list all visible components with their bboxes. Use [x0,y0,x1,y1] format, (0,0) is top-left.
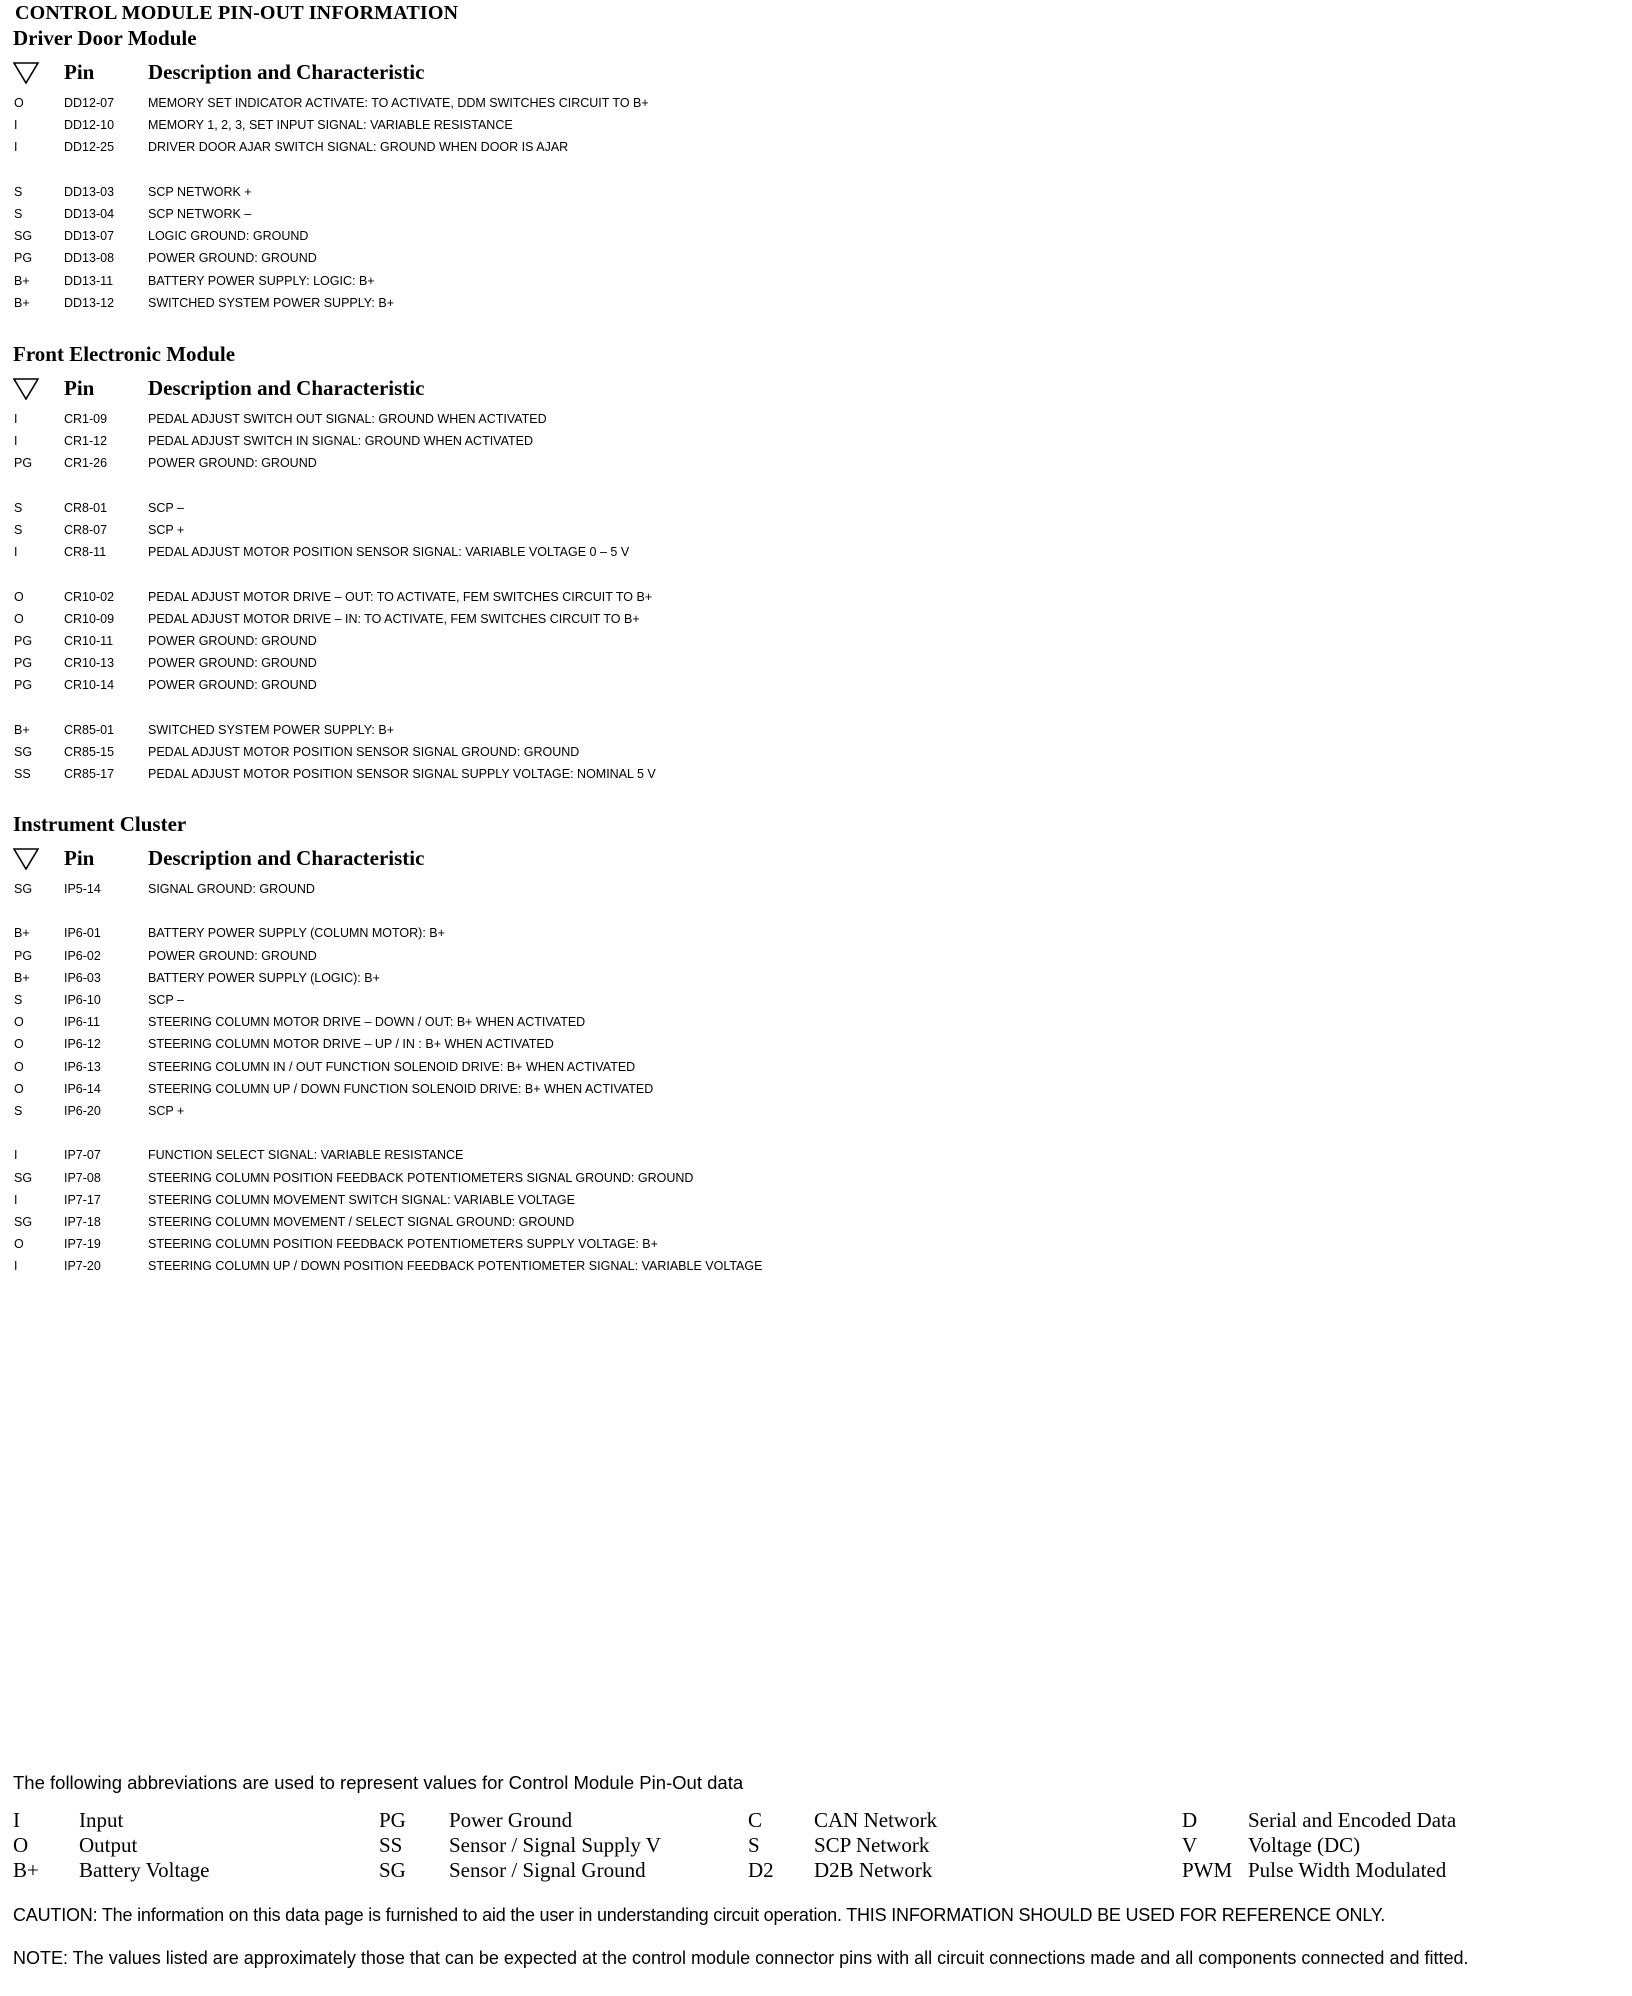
abbreviation-key: PG [379,1808,406,1832]
pin-description: BATTERY POWER SUPPLY (LOGIC): B+ [148,971,380,985]
pin-number: CR85-17 [64,767,115,781]
pin-description: PEDAL ADJUST SWITCH IN SIGNAL: GROUND WHEN ACTIVATED [148,434,534,448]
pin-number: IP6-20 [64,1104,101,1118]
section-title-driver-door-module: Driver Door Module [13,26,197,50]
pin-number: CR85-15 [64,745,115,759]
pin-number: DD13-08 [64,251,115,265]
pin-number: IP6-14 [64,1082,101,1096]
pin-type-code: SG [14,1171,33,1185]
abbreviation-key: SG [379,1858,406,1882]
pin-description: STEERING COLUMN POSITION FEEDBACK POTENTIOMETERS SIGNAL GROUND: GROUND [148,1171,694,1185]
pin-type-code: PG [14,656,33,670]
caution-text: CAUTION: The information on this data page is furnished to aid the user in understanding circuit operation. THIS INFORMATION SHOULD BE USED FOR REFERENCE ONLY. [13,1905,1386,1925]
pin-description: DRIVER DOOR AJAR SWITCH SIGNAL: GROUND WHEN DOOR IS AJAR [148,140,569,154]
pin-column-header: Pin [64,846,95,870]
abbreviation-key: I [13,1808,20,1832]
pin-description: PEDAL ADJUST MOTOR POSITION SENSOR SIGNAL GROUND: GROUND [148,745,580,759]
pin-number: IP6-12 [64,1037,101,1051]
pin-type-code: I [14,412,18,426]
abbreviation-meaning: Output [79,1833,138,1857]
abbreviation-key: D [1182,1808,1198,1832]
pin-number: IP6-01 [64,926,101,940]
pin-description: POWER GROUND: GROUND [148,656,317,670]
pin-type-code: O [14,1237,24,1251]
pin-type-code: B+ [14,971,30,985]
pin-description: BATTERY POWER SUPPLY: LOGIC: B+ [148,274,375,288]
pin-description: SCP + [148,523,185,537]
pin-number: IP6-03 [64,971,101,985]
pin-number: IP6-11 [64,1015,100,1029]
pin-type-code: O [14,612,24,626]
pin-number: CR85-01 [64,723,115,737]
pin-number: DD12-10 [64,118,115,132]
pin-number: IP6-02 [64,949,101,963]
pin-type-code: B+ [14,926,30,940]
section-title-front-electronic-module: Front Electronic Module [13,342,236,366]
pin-type-code: B+ [14,723,30,737]
abbreviation-key: PWM [1182,1858,1233,1882]
pin-number: CR1-12 [64,434,108,448]
pin-description: STEERING COLUMN POSITION FEEDBACK POTENTIOMETERS SUPPLY VOLTAGE: B+ [148,1237,658,1251]
pin-description: SWITCHED SYSTEM POWER SUPPLY: B+ [148,723,394,737]
pin-number: IP5-14 [64,882,101,896]
abbreviation-key: O [13,1833,29,1857]
pin-description: PEDAL ADJUST MOTOR POSITION SENSOR SIGNAL SUPPLY VOLTAGE: NOMINAL 5 V [148,767,656,781]
abbreviation-meaning: Sensor / Signal Supply V [449,1833,661,1857]
description-column-header: Description and Characteristic [148,60,425,84]
page-title: CONTROL MODULE PIN-OUT INFORMATION [15,2,459,24]
pin-description: STEERING COLUMN UP / DOWN FUNCTION SOLENOID DRIVE: B+ WHEN ACTIVATED [148,1082,654,1096]
pin-number: DD13-12 [64,296,115,310]
pin-description: SWITCHED SYSTEM POWER SUPPLY: B+ [148,296,394,310]
pin-description: STEERING COLUMN MOVEMENT / SELECT SIGNAL GROUND: GROUND [148,1215,575,1229]
pin-description: STEERING COLUMN IN / OUT FUNCTION SOLENOID DRIVE: B+ WHEN ACTIVATED [148,1060,636,1074]
pin-description: MEMORY 1, 2, 3, SET INPUT SIGNAL: VARIABLE RESISTANCE [148,118,513,132]
triangle-icon [13,378,39,400]
description-column-header: Description and Characteristic [148,376,425,400]
pin-type-code: O [14,590,24,604]
pin-description: MEMORY SET INDICATOR ACTIVATE: TO ACTIVATE, DDM SWITCHES CIRCUIT TO B+ [148,96,649,110]
pin-type-code: I [14,1259,18,1273]
pin-number: CR10-13 [64,656,115,670]
abbreviation-meaning: CAN Network [814,1808,938,1832]
pin-description: PEDAL ADJUST MOTOR DRIVE – OUT: TO ACTIVATE, FEM SWITCHES CIRCUIT TO B+ [148,590,653,604]
pin-type-code: S [14,501,23,515]
pin-type-code: PG [14,251,33,265]
pin-description: STEERING COLUMN UP / DOWN POSITION FEEDBACK POTENTIOMETER SIGNAL: VARIABLE VOLTAGE [148,1259,763,1273]
pin-number: IP7-19 [64,1237,101,1251]
pin-number: DD13-03 [64,185,115,199]
pin-number: CR10-11 [64,634,114,648]
section-title-instrument-cluster: Instrument Cluster [13,812,187,836]
pin-type-code: S [14,185,23,199]
pin-number: DD12-07 [64,96,115,110]
abbreviation-key: V [1182,1833,1198,1857]
pin-description: POWER GROUND: GROUND [148,678,317,692]
pin-description: BATTERY POWER SUPPLY (COLUMN MOTOR): B+ [148,926,445,940]
pin-type-code: PG [14,678,33,692]
pin-description: SIGNAL GROUND: GROUND [148,882,315,896]
pin-type-code: I [14,434,18,448]
pin-type-code: PG [14,456,33,470]
pin-description: SCP NETWORK – [148,207,252,221]
pin-type-code: O [14,1015,24,1029]
pin-number: DD13-11 [64,274,114,288]
pin-type-code: B+ [14,296,30,310]
pin-number: CR10-02 [64,590,115,604]
abbreviation-meaning: D2B Network [814,1858,933,1882]
pin-type-code: B+ [14,274,30,288]
abbreviation-meaning: Input [79,1808,124,1832]
abbreviation-meaning: Voltage (DC) [1248,1833,1361,1857]
pin-description: SCP + [148,1104,185,1118]
pin-description: POWER GROUND: GROUND [148,456,317,470]
pin-type-code: SG [14,745,33,759]
pin-type-code: O [14,1060,24,1074]
pin-number: IP7-20 [64,1259,101,1273]
pin-description: SCP – [148,501,184,515]
pin-number: CR10-14 [64,678,115,692]
pin-type-code: I [14,118,18,132]
abbreviation-meaning: SCP Network [814,1833,930,1857]
abbreviation-meaning: Battery Voltage [79,1858,210,1882]
abbreviation-meaning: Sensor / Signal Ground [449,1858,646,1882]
pin-number: IP6-13 [64,1060,101,1074]
pin-description: SCP NETWORK + [148,185,252,199]
pin-number: CR8-07 [64,523,108,537]
abbreviation-key: SS [379,1833,403,1857]
pin-number: IP7-17 [64,1193,101,1207]
triangle-icon [13,62,39,84]
note-text: NOTE: The values listed are approximately those that can be expected at the control module connector pins with all circuit connections made and all components connected and fitted. [13,1948,1469,1968]
abbreviation-key: B+ [13,1858,39,1882]
abbreviation-meaning: Pulse Width Modulated [1248,1858,1447,1882]
pin-description: PEDAL ADJUST MOTOR DRIVE – IN: TO ACTIVATE, FEM SWITCHES CIRCUIT TO B+ [148,612,640,626]
pin-description: STEERING COLUMN MOTOR DRIVE – DOWN / OUT: B+ WHEN ACTIVATED [148,1015,586,1029]
pin-description: POWER GROUND: GROUND [148,634,317,648]
pin-description: FUNCTION SELECT SIGNAL: VARIABLE RESISTANCE [148,1148,464,1162]
pin-number: CR8-11 [64,545,107,559]
pin-description: SCP – [148,993,184,1007]
pin-type-code: S [14,207,23,221]
pin-description: LOGIC GROUND: GROUND [148,229,309,243]
pin-number: IP7-18 [64,1215,101,1229]
pin-number: DD12-25 [64,140,115,154]
pin-type-code: SG [14,1215,33,1229]
pin-type-code: O [14,96,24,110]
abbreviation-meaning: Power Ground [449,1808,573,1832]
pin-number: CR1-09 [64,412,108,426]
pin-description: STEERING COLUMN MOTOR DRIVE – UP / IN : B+ WHEN ACTIVATED [148,1037,554,1051]
abbreviations-intro: The following abbreviations are used to represent values for Control Module Pin-Out data [13,1772,744,1793]
triangle-icon [13,848,39,870]
pin-column-header: Pin [64,376,95,400]
pin-description: POWER GROUND: GROUND [148,251,317,265]
pin-type-code: I [14,1193,18,1207]
pin-type-code: O [14,1082,24,1096]
pin-type-code: PG [14,949,33,963]
pin-type-code: PG [14,634,33,648]
pin-type-code: O [14,1037,24,1051]
pin-type-code: S [14,993,23,1007]
abbreviation-key: D2 [748,1858,774,1882]
pin-number: IP7-07 [64,1148,101,1162]
pin-description: POWER GROUND: GROUND [148,949,317,963]
pin-type-code: I [14,140,18,154]
pin-type-code: S [14,523,23,537]
pin-description: STEERING COLUMN MOVEMENT SWITCH SIGNAL: VARIABLE VOLTAGE [148,1193,575,1207]
pin-number: DD13-04 [64,207,115,221]
pin-type-code: I [14,545,18,559]
abbreviation-meaning: Serial and Encoded Data [1248,1808,1457,1832]
pin-number: CR1-26 [64,456,108,470]
pin-type-code: SS [14,767,31,781]
pin-number: IP6-10 [64,993,101,1007]
pin-number: CR10-09 [64,612,115,626]
pin-type-code: I [14,1148,18,1162]
description-column-header: Description and Characteristic [148,846,425,870]
pin-type-code: S [14,1104,23,1118]
pin-number: DD13-07 [64,229,115,243]
pin-description: PEDAL ADJUST SWITCH OUT SIGNAL: GROUND WHEN ACTIVATED [148,412,547,426]
pin-number: CR8-01 [64,501,108,515]
pin-number: IP7-08 [64,1171,101,1185]
abbreviation-key: C [748,1808,763,1832]
pin-description: PEDAL ADJUST MOTOR POSITION SENSOR SIGNAL: VARIABLE VOLTAGE 0 – 5 V [148,545,630,559]
pin-type-code: SG [14,229,33,243]
pin-type-code: SG [14,882,33,896]
pin-column-header: Pin [64,60,95,84]
abbreviation-key: S [748,1833,760,1857]
